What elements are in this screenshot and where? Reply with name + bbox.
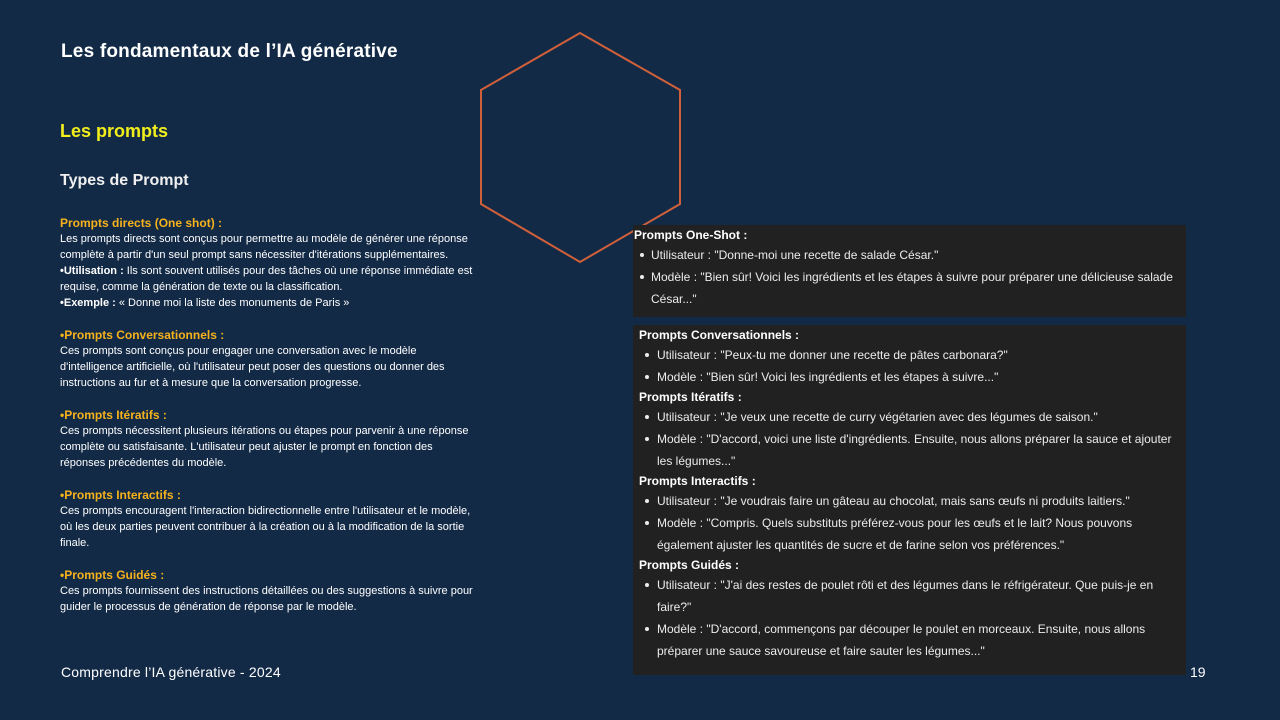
footer-label: Comprendre l’IA générative - 2024: [61, 664, 281, 680]
guided-prompts-text: Ces prompts fournissent des instructions détaillées ou des suggestions à suivre pour guider le processus de génération de réponse par le modèle.: [60, 585, 473, 613]
list-item: Utilisateur : "Peux-tu me donner une recette de pâtes carbonara?": [639, 344, 1186, 366]
section-title: Les prompts: [60, 121, 169, 141]
interactive-prompts-heading: •Prompts Interactifs :: [60, 488, 181, 502]
guided-prompts-heading: •Prompts Guidés :: [60, 568, 165, 582]
list-item: Modèle : "D'accord, commençons par découper le poulet en morceaux. Ensuite, nous allons préparer une sauce savoureuse et faire sauter les légumes...": [639, 618, 1186, 662]
list-item: Utilisateur : "J'ai des restes de poulet rôti et des légumes dans le réfrigérateur. Que puis-je en faire?": [639, 574, 1186, 618]
conversational-prompts-heading: •Prompts Conversationnels :: [60, 328, 225, 342]
usage-text: Ils sont souvent utilisés pour des tâches où une réponse immédiate est requise, comme la génération de texte ou la classification.: [60, 265, 473, 293]
panel-heading: Prompts Conversationnels :: [639, 328, 800, 342]
prompt-examples-panel: [633, 325, 1186, 675]
prompt-types-text: [60, 215, 480, 631]
slide-title: Les fondamentaux de l’IA générative: [61, 41, 398, 62]
page-number: 19: [1190, 664, 1206, 680]
example-text: « Donne moi la liste des monuments de Paris »: [115, 297, 350, 309]
list-item: Modèle : "Compris. Quels substituts préférez-vous pour les œufs et le lait? Nous pouvons également ajuster les quantités de sucre et de farine selon vos préférences.": [639, 512, 1186, 556]
list-item: Modèle : "D'accord, voici une liste d'ingrédients. Ensuite, nous allons préparer la sauce et ajouter les légumes...": [639, 428, 1186, 472]
example-label: •Exemple :: [60, 297, 116, 309]
iterative-prompts-block: [60, 407, 480, 471]
sub-title: Types de Prompt: [60, 172, 189, 189]
example-list: [639, 574, 1186, 662]
list-item: Modèle : "Bien sûr! Voici les ingrédients et les étapes à suivre pour préparer une délicieuse salade César...": [634, 266, 1186, 310]
panel-heading: Prompts Guidés :: [639, 558, 740, 572]
conversational-prompts-block: [60, 327, 480, 391]
one-shot-example-panel: [633, 225, 1186, 317]
list-item: Modèle : "Bien sûr! Voici les ingrédients et les étapes à suivre...": [639, 366, 1186, 388]
list-item: Utilisateur : "Je veux une recette de curry végétarien avec des légumes de saison.": [639, 406, 1186, 428]
example-list: [639, 344, 1186, 388]
panel-heading: Prompts Interactifs :: [639, 474, 756, 488]
example-list: [634, 244, 1186, 310]
guided-prompts-block: [60, 567, 480, 615]
usage-label: •Utilisation :: [60, 265, 124, 277]
interactive-prompts-text: Ces prompts encouragent l'interaction bidirectionnelle entre l'utilisateur et le modèle, où les deux parties peuvent contribuer à la création ou à la modification de la sortie finale.: [60, 505, 471, 549]
example-list: [639, 490, 1186, 556]
example-list: [639, 406, 1186, 472]
direct-prompts-heading: Prompts directs (One shot) :: [60, 216, 223, 230]
direct-prompts-block: [60, 215, 480, 311]
iterative-prompts-text: Ces prompts nécessitent plusieurs itérations ou étapes pour parvenir à une réponse complète ou satisfaisante. L'utilisateur peut ajuster le prompt en fonction des réponses précédentes du modèle.: [60, 425, 469, 469]
iterative-prompts-heading: •Prompts Itératifs :: [60, 408, 167, 422]
list-item: Utilisateur : "Je voudrais faire un gâteau au chocolat, mais sans œufs ni produits laitiers.": [639, 490, 1186, 512]
panel-heading: Prompts One-Shot :: [634, 228, 748, 242]
conversational-prompts-text: Ces prompts sont conçus pour engager une conversation avec le modèle d'intelligence artificielle, où l'utilisateur peut poser des questions ou donner des instructions au fur et à mesure que la conversation progresse.: [60, 345, 445, 389]
direct-prompts-usage: [60, 263, 480, 295]
direct-prompts-text: Les prompts directs sont conçus pour permettre au modèle de générer une réponse complète à partir d'un seul prompt sans nécessiter d'itérations supplémentaires.: [60, 233, 468, 261]
direct-prompts-example: [60, 295, 480, 311]
panel-heading: Prompts Itératifs :: [639, 390, 742, 404]
interactive-prompts-block: [60, 487, 480, 551]
list-item: Utilisateur : "Donne-moi une recette de salade César.": [634, 244, 1186, 266]
